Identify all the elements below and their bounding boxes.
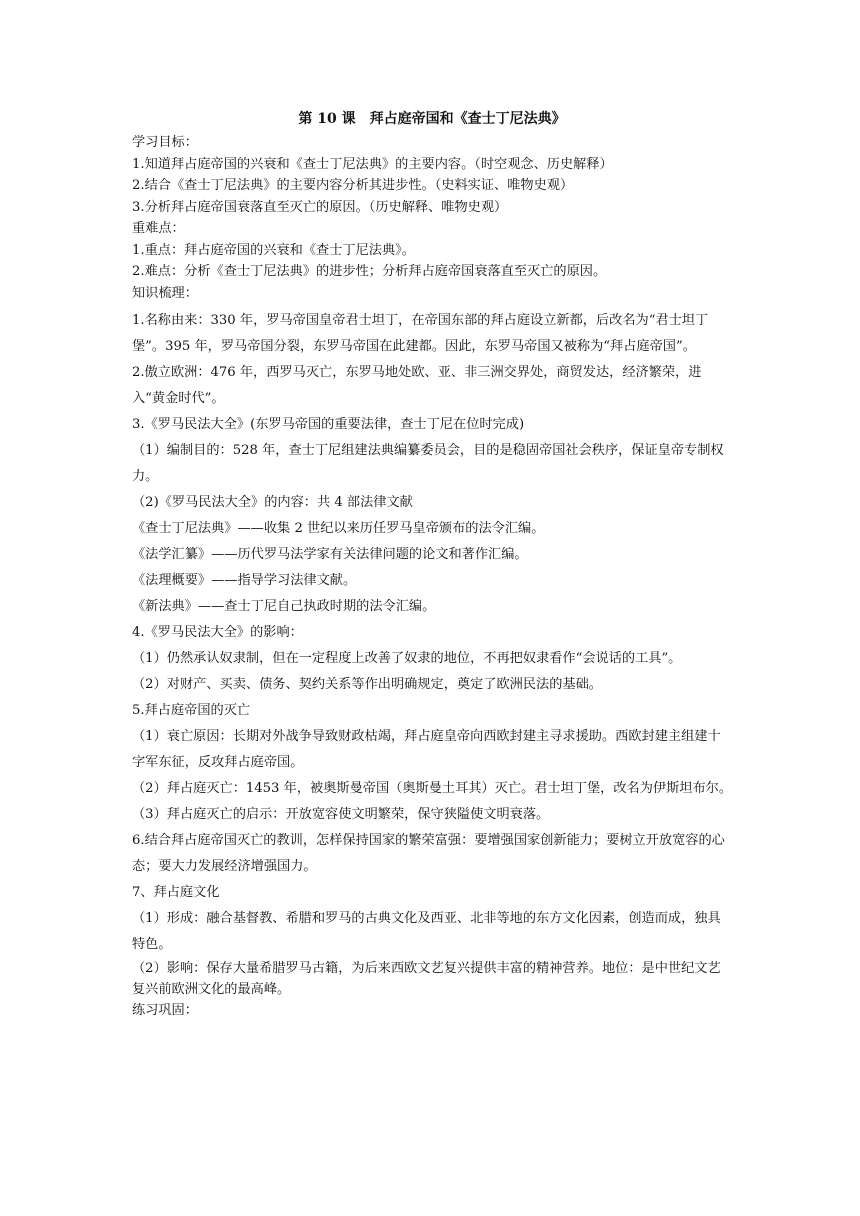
objective-item: 2.结合《查士丁尼法典》的主要内容分析其进步性。（史料实证、唯物史观）	[132, 178, 574, 193]
paragraph-influence-1: （1）仍然承认奴隶制，但在一定程度上改善了奴隶的地位，不再把奴隶看作“会说话的工具”。	[132, 651, 682, 666]
law-item-institutes: 《法理概要》——指导学习法律文献。	[132, 573, 357, 588]
objective-item: 3.分析拜占庭帝国衰落直至灭亡的原因。（历史解释、唯物史观）	[132, 199, 508, 215]
paragraph-influence-2: （2）对财产、买卖、债务、契约关系等作出明确规定，奠定了欧洲民法的基础。	[132, 677, 602, 692]
law-item-digest: 《法学汇纂》——历代罗马法学家有关法律问题的论文和著作汇编。	[132, 547, 528, 562]
paragraph-fall-event: （2）拜占庭灭亡：1453 年，被奥斯曼帝国（奥斯曼土耳其）灭亡。君士坦丁堡，改名为伊斯坦布尔。	[132, 781, 733, 796]
paragraph-culture-heading: 7、拜占庭文化	[132, 885, 220, 900]
paragraph-fall-lesson: （3）拜占庭灭亡的启示：开放宽容使文明繁荣，保守狭隘使文明衰落。	[132, 807, 550, 822]
objectives-heading: 学习目标：	[132, 135, 198, 150]
paragraph-prosperity: 6.结合拜占庭帝国灭亡的教训，怎样保持国家的繁荣富强：要增强国家创新能力；要树立开放宽容的心态；要大力发展经济增强国力。	[132, 833, 725, 874]
paragraph-fall-heading: 5.拜占庭帝国的灭亡	[132, 703, 251, 718]
paragraph-culture-influence: （2）影响：保存大量希腊罗马古籍，为后来西欧文艺复兴提供丰富的精神营养。地位：是中世纪文艺复兴前欧洲文化的最高峰。	[132, 961, 721, 997]
paragraph-influence-heading: 4.《罗马民法大全》的影响：	[132, 625, 303, 640]
law-item-justinian-code: 《查士丁尼法典》——收集 2 世纪以来历任罗马皇帝颁布的法令汇编。	[132, 521, 545, 536]
paragraph-compile-purpose: （1）编制目的：528 年，查士丁尼组建法典编纂委员会，目的是稳固帝国社会秩序，保证皇帝专制权力。	[132, 443, 724, 484]
paragraph-law-contents: （2)《罗马民法大全》的内容：共 4 部法律文献	[132, 495, 413, 510]
page-title: 第 10 课 拜占庭帝国和《查士丁尼法典》	[298, 111, 566, 127]
paragraph-fall-cause: （1）衰亡原因：长期对外战争导致财政枯竭，拜占庭皇帝向西欧封建主寻求援助。西欧封建主组建十字军东征，反攻拜占庭帝国。	[132, 729, 721, 770]
paragraph-culture-formation: （1）形成：融合基督教、希腊和罗马的古典文化及西亚、北非等地的东方文化因素，创造而成，独具特色。	[132, 911, 721, 952]
practice-heading: 练习巩固：	[132, 1003, 198, 1018]
document-page	[132, 108, 732, 1021]
law-item-novels: 《新法典》——查士丁尼自己执政时期的法令汇编。	[132, 599, 436, 614]
key-point-item: 2.难点：分析《查士丁尼法典》的进步性；分析拜占庭帝国衰落直至灭亡的原因。	[132, 264, 607, 279]
knowledge-heading: 知识梳理：	[132, 285, 198, 301]
paragraph-golden-age: 2.傲立欧洲：476 年，西罗马灭亡，东罗马地处欧、亚、非三洲交界处，商贸发达，经济繁荣，进入“黄金时代”。	[132, 365, 702, 406]
objective-item: 1.知道拜占庭帝国的兴衰和《查士丁尼法典》的主要内容。（时空观念、历史解释）	[132, 156, 613, 172]
paragraph-civil-law-heading: 3.《罗马民法大全》(东罗马帝国的重要法律，查士丁尼在位时完成)	[132, 417, 525, 432]
paragraph-name-origin: 1.名称由来：330 年，罗马帝国皇帝君士坦丁，在帝国东部的拜占庭设立新都，后改名为“君士坦丁堡”。395 年，罗马帝国分裂，东罗马帝国在此建都。因此，东罗马帝国又被称为“拜占庭帝国”。	[132, 313, 709, 354]
key-point-item: 1.重点：拜占庭帝国的兴衰和《查士丁尼法典》。	[132, 242, 415, 258]
key-points-heading: 重难点：	[132, 221, 185, 236]
